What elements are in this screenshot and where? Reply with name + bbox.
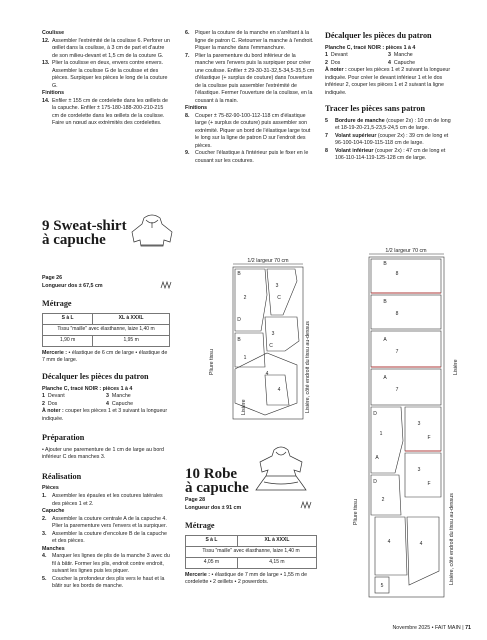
piece-8: 8 Volant inférieur (couper 2x) : 47 cm de long et 106-110-114-119-125-128 cm de large. <box>325 147 446 162</box>
svg-text:8: 8 <box>395 271 399 277</box>
realisation-heading: Réalisation <box>42 471 82 481</box>
cutting-layout-diagram-2 <box>345 245 480 605</box>
svg-text:F: F <box>427 481 431 487</box>
step-14: 14. Enfiler ± 155 cm de cordelette dans les œillets de la capuche. Enfiler ± 175-180-188-200-210-215 cm de cordelette dans les œillets de la coulisse. Faire un nœud aux extrémités des cordelettes. <box>42 97 168 127</box>
svg-text:A: A <box>375 455 379 461</box>
model-9-specs <box>42 275 170 290</box>
page-ref: Page 26 <box>42 275 63 281</box>
piece-item: 1 Devant <box>42 393 65 400</box>
sweatshirt-sketch <box>128 212 176 250</box>
column-left <box>42 30 170 128</box>
svg-text:D: D <box>373 479 377 485</box>
piece-4-a <box>375 517 407 575</box>
coulisse-heading: Coulisse <box>42 30 65 36</box>
svg-text:4: 4 <box>419 541 423 547</box>
tracer-heading: Tracer les pièces sans patron <box>325 104 426 114</box>
metrage-table: S à L XL à XXXL Tissu "maille" avec élasthanne, laize 1,40 m 1,90 m 1,95 m <box>42 313 170 347</box>
piece-item: 3 Manche <box>388 52 413 59</box>
svg-text:C: C <box>269 343 273 349</box>
piece-7-b <box>371 369 441 405</box>
svg-text:4: 4 <box>387 539 391 545</box>
piece-item: 2 Dos <box>42 400 58 407</box>
manches-heading: Manches <box>42 545 65 552</box>
pieces-list <box>42 393 170 408</box>
finitions-heading: Finitions <box>42 90 65 97</box>
svg-text:D: D <box>373 411 377 417</box>
model-10-title: 10 Robe à capuche <box>185 466 249 497</box>
decalquer-heading: Décalquer les pièces du patron <box>325 31 432 40</box>
piece-8-b <box>371 295 441 329</box>
finitions-heading: Finitions <box>185 105 208 112</box>
model-9-title: 9 Sweat-shirt à capuche <box>42 218 127 249</box>
pieces-heading: Pièces <box>42 485 59 492</box>
piece-item: 2 Dos <box>325 59 341 66</box>
planche: Planche C, tracé NOIR : pièces 1 à 4 <box>325 44 416 51</box>
step-7: 7. Plier la parementure du bord inférieur de la manche vers l'envers puis la surpiquer pour créer une coulisse. Enfiler ± 29-30-31-32,5-34,5-35,5 cm d'élastique (+ surplus de couture) dans l'ouverture de la coulisse puis assembler l'extrémité de l'élastique. Fermer l'ouverture de la coulisse, en la cousant à la main. <box>185 52 315 104</box>
selvage-label: Lisière <box>453 359 459 375</box>
svg-text:A: A <box>383 337 387 343</box>
svg-text:3: 3 <box>417 421 421 427</box>
piece-7: 7 Volant supérieur (couper 2x) : 39 cm de long et 96-100-104-109-115-118 cm de large. <box>325 132 449 147</box>
svg-text:F: F <box>427 435 431 441</box>
svg-text:3: 3 <box>271 331 275 337</box>
fold-label: Pliure tissu <box>353 499 359 525</box>
piece-3-top <box>267 269 297 315</box>
piece-item: 4 Capuche <box>106 400 134 407</box>
metrage-heading: Métrage <box>42 299 72 308</box>
pieces-list <box>325 52 451 67</box>
piece-item: 4 Capuche <box>388 59 416 66</box>
preparation-text: • Ajouter une parementure de 1 cm de large au bord inférieur C des manches 3. <box>42 446 164 461</box>
svg-text:4: 4 <box>277 387 281 393</box>
piece-4-b <box>407 517 439 585</box>
step-9: 9. Coucher l'élastique à l'intérieur puis le fixer en le cousant sur les coutures. <box>185 150 309 164</box>
svg-text:4: 4 <box>265 371 269 377</box>
fabric-stretch-icon <box>300 500 312 510</box>
column-right <box>325 30 451 163</box>
a-noter: À noter : couper les pièces 1 et 3 suivant la longueur indiquée. <box>42 408 168 422</box>
length: Longueur dos ± 91 cm <box>185 504 242 511</box>
mercerie: Mercerie : • élastique de 7 mm de large • 1,55 m de cordelette • 2 œillets • 2 powerdots. <box>185 571 308 586</box>
svg-text:D: D <box>237 317 241 323</box>
capuche-heading: Capuche <box>42 508 65 515</box>
svg-text:7: 7 <box>395 349 399 355</box>
metrage-table: S à L XL à XXXL Tissu "maille" avec élasthanne, laize 1,40 m 4,05 m 4,15 m <box>185 535 317 569</box>
a-noter: À noter : couper les pièces 1 et 2 suivant la longueur indiquée. Pour créer le devant inférieur 1 et le dos inférieur 2, couper les pièces 1 et 2 suivant la ligne indiquée. <box>325 67 451 96</box>
step-8: 8. Couper ± 75-82-90-100-112-118 cm d'élastique large (+ surplus de couture) puis assembler son extrémité. Piquer un bord de l'élastique large tout le long sur la ligne de patron D sur l'endroit des pièces. <box>185 112 311 149</box>
piece-3-b <box>405 453 441 497</box>
step-3: 3. Assembler la couture d'encolure B de la capuche et des pièces. <box>42 530 167 545</box>
column-middle <box>185 30 315 165</box>
svg-text:2: 2 <box>243 295 247 301</box>
piece-item: 3 Manche <box>106 393 131 400</box>
model-10-specs <box>185 497 317 587</box>
svg-text:2: 2 <box>381 497 385 503</box>
svg-text:1: 1 <box>379 431 383 437</box>
piece-item: 1 Devant <box>325 52 348 59</box>
svg-text:B: B <box>237 337 241 343</box>
step-6: 6. Piquer la couture de la manche en s'arrêtant à la ligne de patron C. Retourner la manche à l'endroit. Piquer la manche dans l'emmanchure. <box>185 30 314 52</box>
length: Longueur dos ± 67,5 cm <box>42 282 103 289</box>
piece-7-a <box>371 331 441 367</box>
svg-text:8: 8 <box>395 311 399 317</box>
preparation-heading: Préparation <box>42 433 85 443</box>
selvage-label: Lisière <box>241 399 247 415</box>
decalquer-heading: Décalquer les pièces du patron <box>42 371 149 381</box>
svg-text:7: 7 <box>395 387 399 393</box>
diagram-width-label: 1/2 largeur 70 cm <box>247 258 289 264</box>
step-13: 13. Plier la coulisse en deux, envers contre envers. Assembler la coulisse G de la coulisse et des pièces. Surpiquer les pièces le long de la couture G. <box>42 60 168 89</box>
metrage-heading: Métrage <box>185 521 215 531</box>
footer-text: Novembre 2025 • FAIT MAIN | <box>392 625 464 631</box>
fabric-outline <box>369 257 444 597</box>
svg-text:B: B <box>383 299 387 305</box>
svg-text:A: A <box>383 375 387 381</box>
piece-3-a <box>405 407 441 451</box>
fabric-stretch-icon <box>160 280 172 290</box>
svg-text:1: 1 <box>243 355 247 361</box>
svg-text:B: B <box>237 271 241 277</box>
piece-5: 5 Bordure de manche (couper 2x) : 10 cm de long et 18-19-20-21,5-23,5-24,5 cm de large. <box>325 117 451 132</box>
cutting-layout-diagram-1 <box>205 255 315 425</box>
edge-label: Lisière, côté endroit du tissu au-dessus <box>449 493 455 585</box>
svg-text:C: C <box>277 295 281 301</box>
mercerie: Mercerie : • élastique de 6 cm de large • élastique de 7 mm de large. <box>42 349 168 364</box>
fold-label: Pliure tissu <box>209 349 215 375</box>
page-ref: Page 28 <box>185 497 206 503</box>
metrage-9 <box>42 298 170 591</box>
svg-text:3: 3 <box>417 467 421 473</box>
fabric-outline <box>233 267 303 419</box>
page-number: 71 <box>465 625 471 631</box>
edge-label: Lisière, côté endroit du tissu au-dessus <box>305 321 311 413</box>
step-1: 1. Assembler les épaules et les coutures latérales des pièces 1 et 2. <box>42 493 163 507</box>
step-2: 2. Assembler la couture centrale A de la capuche 4. Plier la parementure vers l'envers et la surpiquer. <box>42 515 167 530</box>
step-4: 4. Marquer les lignes de plis de la manche 3 avec du fil à bâtir. Former les plis, endroit contre endroit, suivant les lignes puis les piquer. <box>42 553 170 575</box>
step-12: 12. Assembler l'extrémité de la coulisse 6. Perforer un œillet dans la coulisse, à 3 cm de part et d'autre de son milieu-devant et 1,5 cm de la couture G. <box>42 37 170 59</box>
page-footer <box>392 625 471 631</box>
piece-8-a <box>371 259 441 293</box>
step-5: 5. Coucher la profondeur des plis vers le haut et la bâtir sur les bords de manche. <box>42 575 165 590</box>
svg-text:B: B <box>383 261 387 267</box>
planche: Planche C, tracé NOIR : pièces 1 à 4 <box>42 385 133 392</box>
diagram-width-label: 1/2 largeur 70 cm <box>385 248 427 254</box>
dress-sketch <box>250 444 312 492</box>
svg-text:3: 3 <box>275 283 279 289</box>
svg-text:5: 5 <box>380 583 384 589</box>
